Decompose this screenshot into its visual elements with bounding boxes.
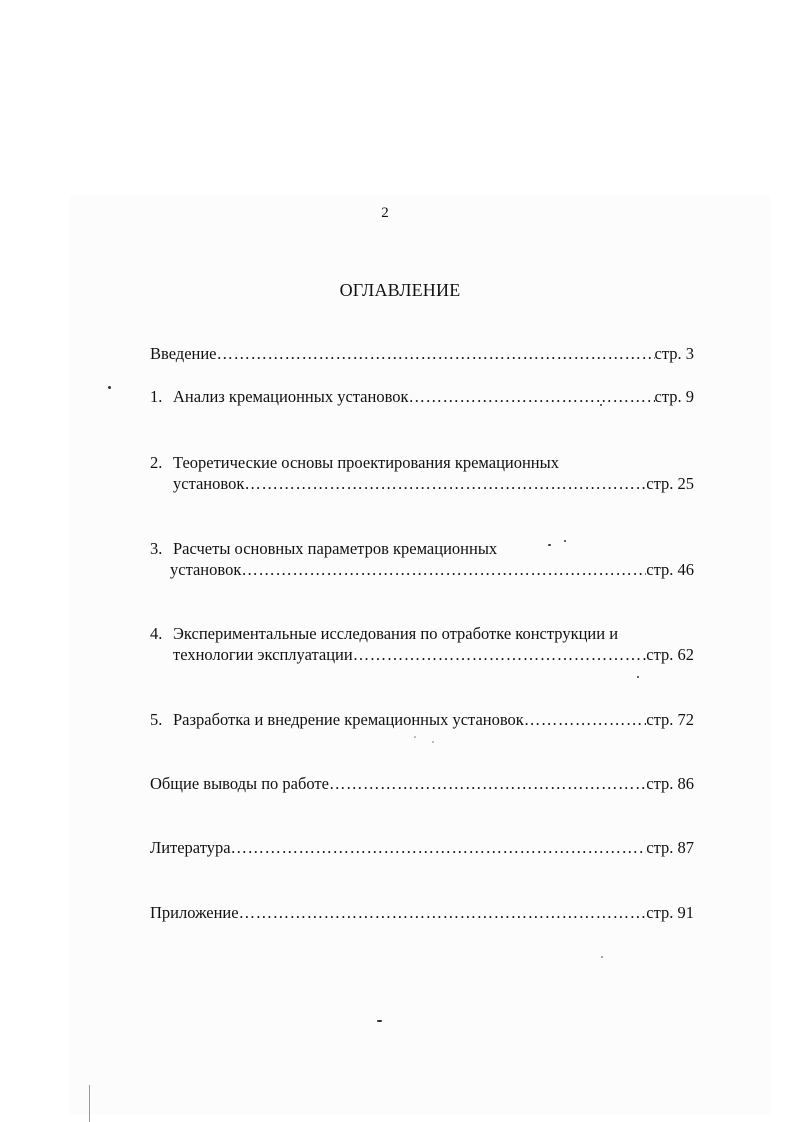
toc-entry-page: стр. 46 (646, 560, 694, 579)
toc-entry-label-line2: установок (170, 560, 242, 579)
toc-entry-label-line1: Расчеты основных параметров кремационных (173, 539, 498, 558)
scan-speck (600, 404, 602, 406)
dot-leader (241, 559, 646, 580)
toc-entry-label: Разработка и внедрение кремационных установок (173, 710, 524, 729)
toc-entry-label-line1: Теоретические основы проектирования кремационных (173, 453, 559, 472)
toc-entry-appendix[interactable] (150, 902, 694, 923)
toc-entry-introduction[interactable] (150, 343, 694, 364)
scan-speck (432, 741, 434, 743)
scan-edge-mark (89, 1085, 90, 1122)
scan-speck (108, 386, 111, 389)
toc-entry-chapter-2[interactable] (150, 452, 694, 494)
scan-speck (637, 676, 639, 678)
toc-entry-label: Анализ кремационных установок (173, 387, 409, 406)
toc-entry-page: стр. 72 (646, 710, 694, 729)
dot-leader (329, 773, 646, 794)
toc-entry-number: 1. (150, 387, 163, 406)
toc-entry-conclusions[interactable] (150, 773, 694, 794)
toc-entry-label: Приложение (150, 903, 239, 922)
toc-entry-label-line1: Экспериментальные исследования по отработке конструкции и (173, 624, 619, 643)
scan-speck (377, 1020, 382, 1022)
dot-leader (353, 644, 647, 665)
toc-entry-chapter-1[interactable] (150, 386, 694, 407)
toc-title: ОГЛАВЛЕНИЕ (339, 280, 461, 300)
toc-entry-chapter-4[interactable] (150, 623, 694, 665)
scan-speck (601, 956, 603, 958)
dot-leader (239, 902, 647, 923)
toc-entry-page: стр. 91 (646, 903, 694, 922)
toc-entry-label-line2: технологии эксплуатации (173, 645, 353, 664)
dot-leader (217, 343, 655, 364)
toc-entry-chapter-5[interactable] (150, 709, 694, 730)
toc-entry-page: стр. 3 (654, 344, 694, 363)
toc-entry-label: Литература (150, 838, 231, 857)
toc-entry-references[interactable] (150, 837, 694, 858)
dot-leader (524, 709, 646, 730)
page-number: 2 (381, 205, 389, 221)
toc-entry-page: стр. 25 (646, 474, 694, 493)
dot-leader (231, 837, 647, 858)
toc-entry-chapter-3[interactable] (150, 538, 694, 580)
scan-speck (548, 544, 551, 546)
toc-entry-page: стр. 62 (646, 645, 694, 664)
toc-entry-number: 4. (150, 624, 163, 643)
toc-entry-label-line2: установок (173, 474, 245, 493)
toc-entry-page: стр. 86 (646, 774, 694, 793)
scan-speck (414, 736, 416, 738)
toc-entry-number: 2. (150, 453, 163, 472)
scan-speck (564, 540, 566, 542)
toc-entry-page: стр. 9 (654, 387, 694, 406)
toc-entry-label: Введение (150, 344, 217, 363)
toc-entry-number: 5. (150, 710, 163, 729)
dot-leader (244, 473, 646, 494)
toc-entry-page: стр. 87 (646, 838, 694, 857)
dot-leader (409, 386, 655, 407)
toc-entry-number: 3. (150, 539, 163, 558)
toc-entry-label: Общие выводы по работе (150, 774, 329, 793)
